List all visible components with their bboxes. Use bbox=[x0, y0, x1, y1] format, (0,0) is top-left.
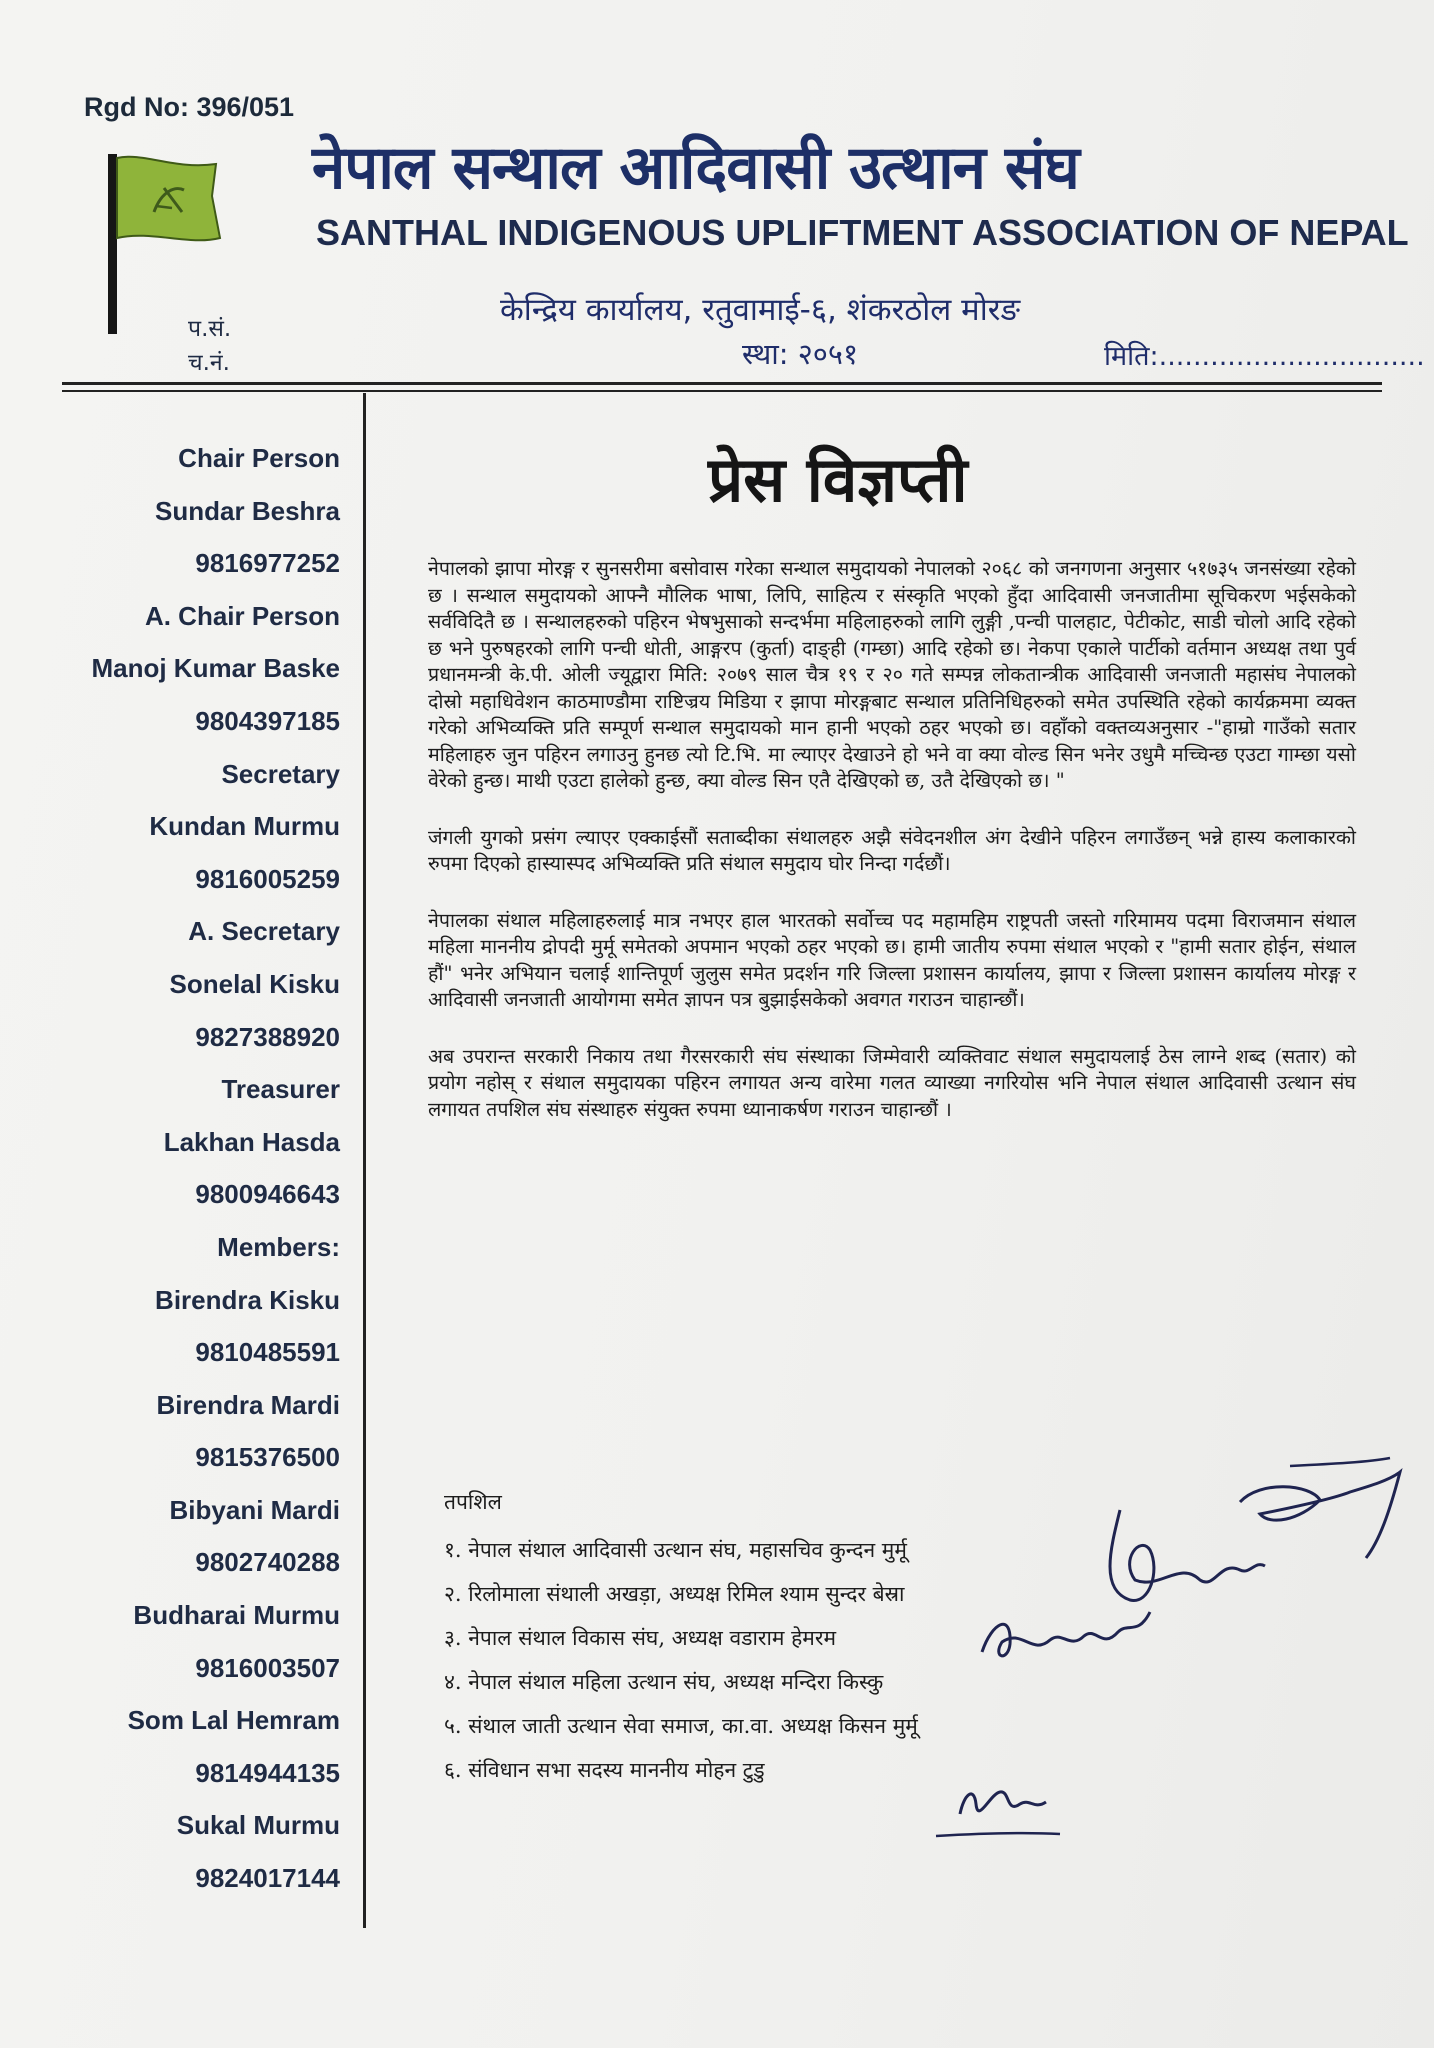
distribution-item: २. रिलोमाला संथाली अखड़ा, अध्यक्ष रिमिल श्याम सुन्दर बेस्रा bbox=[444, 1582, 905, 1606]
sidebar-row: 9816003507 bbox=[195, 1652, 340, 1683]
date-field: मिति:............................... bbox=[1104, 341, 1425, 372]
sidebar-row: 9824017144 bbox=[195, 1863, 340, 1894]
sidebar-divider bbox=[363, 393, 366, 1928]
sidebar-row: Sukal Murmu bbox=[176, 1810, 340, 1841]
distribution-label: तपशिल bbox=[444, 1490, 502, 1514]
header-divider-thin bbox=[62, 390, 1382, 392]
sidebar-row: Kundan Murmu bbox=[149, 811, 340, 842]
sidebar-row: 9802740288 bbox=[195, 1547, 340, 1578]
distribution-item: १. नेपाल संथाल आदिवासी उत्थान संघ, महासचिव कुन्दन मुर्मू bbox=[444, 1538, 907, 1562]
reference-numbers bbox=[188, 312, 231, 380]
letter-number-label: प.सं. bbox=[188, 316, 232, 342]
sidebar-row: 9816005259 bbox=[195, 863, 340, 894]
officials-sidebar bbox=[60, 432, 340, 1905]
sidebar-row: Lakhan Hasda bbox=[163, 1126, 340, 1157]
registration-number: Rgd No: 396/051 bbox=[84, 92, 295, 122]
sidebar-row: Chair Person bbox=[178, 443, 340, 473]
sidebar-row: Bibyani Mardi bbox=[169, 1494, 340, 1525]
sidebar-row: Budharai Murmu bbox=[133, 1600, 340, 1631]
distribution-item: ३. नेपाल संथाल विकास संघ, अध्यक्ष वडाराम हेमरम bbox=[444, 1626, 837, 1650]
sidebar-row: Birendra Mardi bbox=[156, 1389, 340, 1420]
sidebar-row: Secretary bbox=[221, 758, 340, 789]
organization-title-nepali: नेपाल सन्थाल आदिवासी उत्थान संघ bbox=[312, 133, 1079, 203]
signature-second bbox=[972, 1592, 1162, 1672]
sidebar-row: A. Secretary bbox=[188, 916, 340, 947]
sidebar-row: 9814944135 bbox=[195, 1757, 340, 1788]
sidebar-row: 9815376500 bbox=[195, 1442, 340, 1473]
sidebar-row: A. Chair Person bbox=[144, 600, 340, 631]
sidebar-row: 9804397185 bbox=[195, 705, 340, 736]
distribution-item: ६. संविधान सभा सदस्य माननीय मोहन टुडु bbox=[444, 1758, 765, 1782]
sidebar-row: Sundar Beshra bbox=[155, 495, 340, 526]
distribution-item: ४. नेपाल संथाल महिला उत्थान संघ, अध्यक्ष मन्दिरा किस्कु bbox=[444, 1670, 884, 1694]
body-paragraph: जंगली युगको प्रसंग ल्याएर एक्काईसौं सताब्दीका संथालहरु अझै संवेदनशील अंग देखीने पहिरन लगाउँछन् भन्ने हास्य कलाकारको रुपमा दिएको हास्यास्पद अभिव्यक्ति प्रति संथाल समुदाय घोर निन्दा गर्दछौं। bbox=[428, 825, 1356, 875]
organization-title-english: SANTHAL INDIGENOUS UPLIFTMENT ASSOCIATION OF NEPAL bbox=[316, 212, 1409, 253]
press-release-heading: प्रेस विज्ञप्ती bbox=[708, 443, 968, 516]
body-paragraph: नेपालको झापा मोरङ्ग र सुनसरीमा बसोवास गरेका सन्थाल समुदायको नेपालको २०६८ को जनगणना अनुसार ५१७३५ जनसंख्या रहेको छ । सन्थाल समुदायको आफ्नै मौलिक भाषा, लिपि, साहित्य र संस्कृति भएको हुँदा आदिवासी जनजातीमा सूचिकरण भईसकेको सर्वविदितै छ । सन्थालहरुको पहिरन भेषभुसाको सन्दर्भमा महिलाहरुको लागि लुङ्गी ,पन्ची पालहाट, पेटीकोट, साडी चोलो आदि रहेको छ भने पुरुषहरको लागि पन्ची धोती, आङ्गरप (कुर्ता) दाङ्ही (गम्छा) आदि रहेको छ। नेकपा एकाले पार्टीको वर्तमान अध्यक्ष तथा पुर्व प्रधानमन्त्री के.पी. ओली ज्यूद्वारा मिति: २०७९ साल चैत्र १९ र २० गते सम्पन्न लोकतान्त्रीक आदिवासी जनजाती महासंघ नेपालको दोस्रो महाधिवेशन काठमाण्डौमा राष्टिज्रय मिडिया र झापा मोरङ्गबाट सन्थाल प्रतिनिधिहरुको समेत उपस्थिति रहेको कार्यक्रममा व्यक्त गरेको अभिव्यक्ति प्रति सम्पूर्ण सन्थाल समुदायको मान हानी भएको ठहर भएको छ। वहाँको वक्तव्यअनुसार -"हाम्रो गाउँको सतार महिलाहरु जुन पहिरन लगाउनु हुनछ त्यो टि.भि. मा ल्याएर देखाउने हो भने वा क्या वोल्ड सिन भनेर उधुमै मच्चिन्छ एउटा गाम्छा यसो वेरेको हुन्छ। माथी एउटा हालेको हुन्छ, क्या वोल्ड सिन एतै देखिएको छ, उतै देखिएको छ। " bbox=[428, 557, 1356, 792]
sidebar-row: 9800946643 bbox=[195, 1179, 340, 1210]
header-divider bbox=[62, 382, 1382, 385]
sidebar-row: Treasurer bbox=[221, 1074, 340, 1105]
sidebar-row: Manoj Kumar Baske bbox=[91, 653, 340, 684]
body-paragraph: नेपालका संथाल महिलाहरुलाई मात्र नभएर हाल भारतको सर्वोच्च पद महामहिम राष्ट्रपती जस्तो गरिमामय पदमा विराजमान संथाल महिला माननीय द्रोपदी मुर्मू समेतको अपमान भएको ठहर भएको छ। हामी जातीय रुपमा संथाल भएको र "हामी सतार होईन, संथाल हौं" भनेर अभियान चलाई शान्तिपूर्ण जुलुस समेत प्रदर्शन गरि जिल्ला प्रशासन कार्यालय, झापा र जिल्ला प्रशासन कार्यालय मोरङ्ग र आदिवासी जनजाती आयोगमा समेत ज्ञापन पत्र बुझाईसकेको अवगत गराउन चाहान्छौं। bbox=[428, 908, 1356, 1011]
office-address: केन्द्रिय कार्यालय, रतुवामाई-६, शंकरठोल मोरङ bbox=[500, 292, 1021, 328]
distribution-list bbox=[444, 1528, 918, 1792]
dispatch-number-label: च.नं. bbox=[188, 350, 230, 376]
sidebar-row: Birendra Kisku bbox=[155, 1284, 340, 1315]
body-paragraph: अब उपरान्त सरकारी निकाय तथा गैरसरकारी संघ संस्थाका जिम्मेवारी व्यक्तिवाट संथाल समुदायलाई ठेस लाग्ने शब्द (सतार) को प्रयोग नहोस् र संथाल समुदायका पहिरन लगायत अन्य वारेमा गलत व्याख्या नगरियोस भनि नेपाल संथाल आदिवासी उत्थान संघ लगायत तपशिल संघ संस्थाहरु संयुक्त रुपमा ध्यानाकर्षण गराउन चाहान्छौं । bbox=[428, 1044, 1356, 1121]
sidebar-row: Members: bbox=[217, 1231, 340, 1262]
established-year: स्था: २०५१ bbox=[742, 337, 859, 371]
sidebar-row: 9810485591 bbox=[195, 1337, 340, 1368]
sidebar-row: Som Lal Hemram bbox=[127, 1705, 340, 1736]
sidebar-row: 9816977252 bbox=[195, 548, 340, 579]
signature-third bbox=[930, 1764, 1070, 1854]
press-release-body bbox=[428, 556, 1356, 1153]
sidebar-row: 9827388920 bbox=[195, 1021, 340, 1052]
sidebar-row: Sonelal Kisku bbox=[169, 968, 340, 999]
distribution-item: ५. संथाल जाती उत्थान सेवा समाज, का.वा. अध्यक्ष किसन मुर्मू bbox=[444, 1714, 918, 1738]
